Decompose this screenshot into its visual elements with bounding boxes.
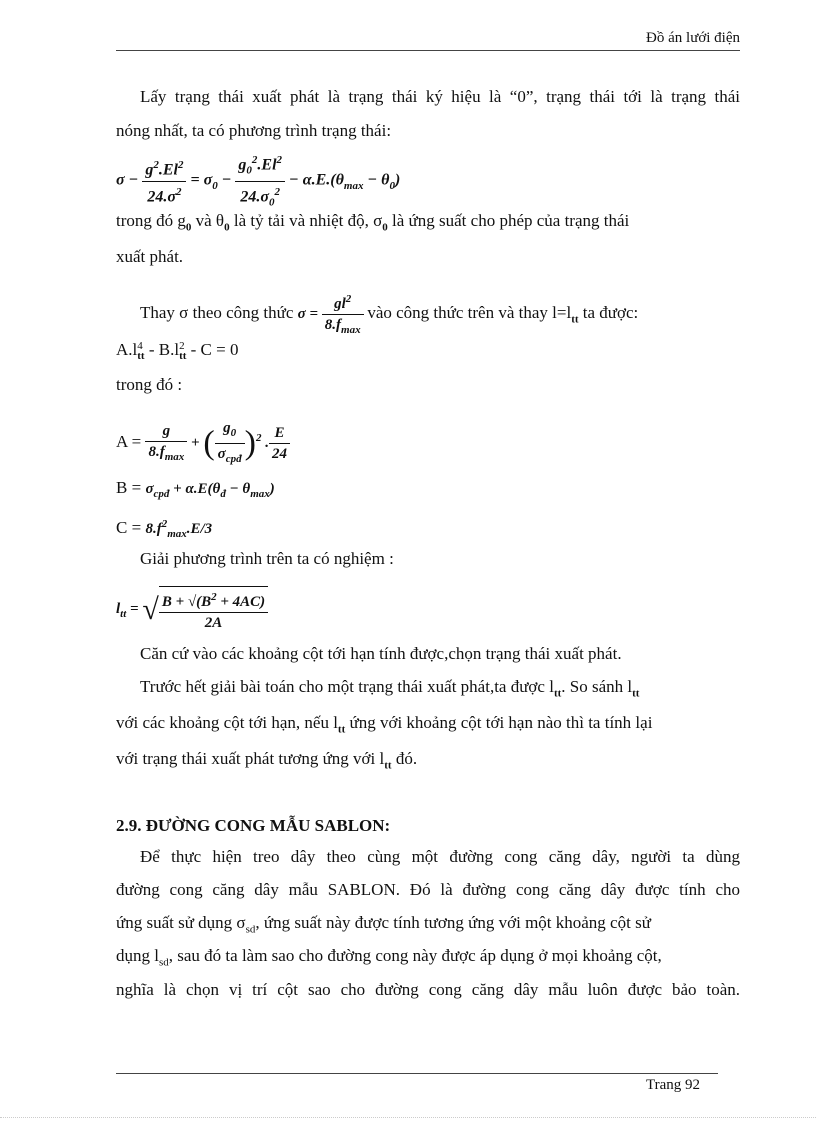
para7-line1: Để thực hiện treo dây theo cùng một đường cong căng dây, người ta dùng	[140, 847, 740, 866]
page-bottom-dots	[0, 1117, 816, 1118]
para6-line1: Trước hết giải bài toán cho một trạng thái xuất phát,ta được $l_{tt}$. So sánh $l_{tt}$	[140, 677, 640, 700]
para6-line3: với trạng thái xuất phát tương ứng với $l_{tt}$ đó.	[116, 749, 418, 772]
formula-b: $B = \sigma_{cpđ} + \alpha.E(\theta_đ - \theta_{max})$	[116, 478, 275, 500]
para7-line5: nghĩa là chọn vị trí cột sao cho đường cong căng dây mẫu luôn được bảo toàn.	[116, 980, 740, 999]
para5: Căn cứ vào các khoảng cột tới hạn tính được,chọn trạng thái xuất phát.	[140, 644, 622, 663]
para6-line2: với các khoảng cột tới hạn, nếu $l_{tt}$ ứng với khoảng cột tới hạn nào thì ta tính lại	[116, 713, 653, 736]
equation-a-b-c: A.l 4 tt - B.l 2 tt - C = 0	[116, 340, 239, 363]
section-title: 2.9. ĐƯỜNG CONG MẪU SABLON:	[116, 816, 391, 835]
page-number: Trang 92	[646, 1077, 701, 1093]
para1-line1: Lấy trạng thái xuất phát là trạng thái ký hiệu là “0”, trạng thái tới là trạng thái	[140, 87, 740, 106]
para4: Giải phương trình trên ta có nghiệm :	[140, 549, 394, 568]
footer-rule	[116, 1073, 718, 1074]
para1-line2: nóng nhất, ta có phương trình trạng thái:	[116, 121, 392, 140]
para2-line1: trong đó $g_0$ và $\theta_0$ là tỷ tải và nhiệt độ, $\sigma_0$ là ứng suất cho phép của trạng thái	[116, 211, 630, 234]
formula-a: A = $\frac{g}{8.f_{max}}$ + ( $\frac{g_0}{\sigma_{cpđ}}$ )$^2$ . $\frac{E}{24}$	[116, 418, 290, 469]
para3: Thay σ theo công thức σ = $\frac{gl^2}{8.f_{max}}$ vào công thức trên và thay $l=l_{tt}$ ta được:	[140, 289, 638, 340]
state-equation: σ − $\frac{g^2.El^2}{24.\sigma^2}$ = $\sigma_0$ − $\frac{g_0^2.El^2}{24.\sigma_0^2}$ − $\alpha.E.(\theta_{max} - \theta_0)$	[116, 150, 400, 212]
page-header	[116, 28, 740, 51]
para7-line2: đường cong căng dây mẫu SABLON. Đó là đường cong căng dây được tính cho	[116, 880, 740, 899]
para7-line3: ứng suất sử dụng $\sigma_{sd}$, ứng suất này được tính tương ứng với một khoảng cột sử	[116, 913, 651, 936]
formula-c: $C = 8.f^2_{max}.E/3$	[116, 518, 213, 540]
para7-line4: dụng $l_{sd}$, sau đó ta làm sao cho đường cong này được áp dụng ở mọi khoảng cột,	[116, 946, 662, 969]
formula-ltt: $l_{tt}$ = √ $\frac{B + √(B^2 + 4AC)}{2A}$	[116, 586, 268, 633]
trong-do: trong đó :	[116, 375, 183, 394]
header-title: Đồ án lưới điện	[646, 30, 740, 46]
para2-line2: xuất phát.	[116, 247, 184, 266]
